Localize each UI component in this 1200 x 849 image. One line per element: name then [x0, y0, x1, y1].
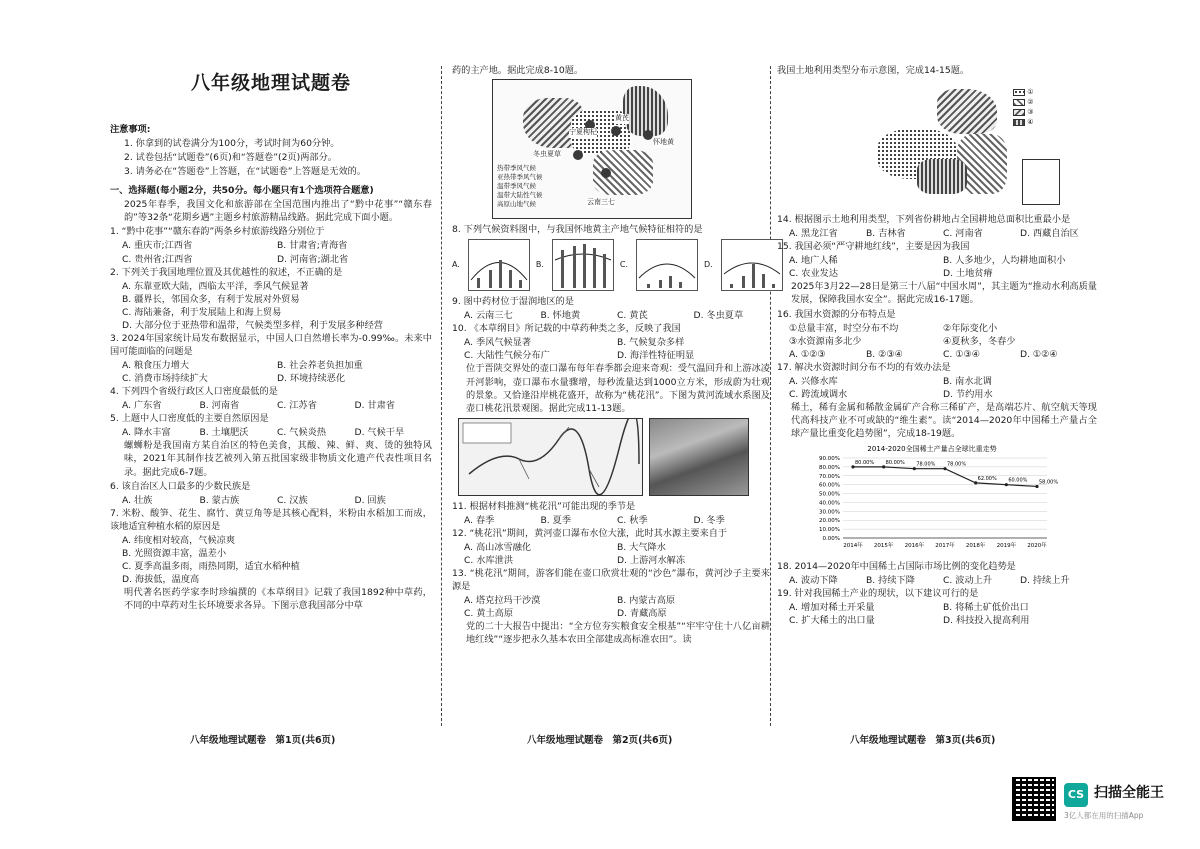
- option: B. 南水北调: [943, 375, 992, 387]
- option: B. 将稀土矿低价出口: [943, 602, 1029, 614]
- option: D. 冬季: [693, 514, 725, 526]
- x-tick-label: 2015年: [873, 543, 894, 550]
- option: A. 重庆市;江西省: [122, 240, 193, 252]
- option: B. 人多地少，人均耕地面积小: [943, 255, 1066, 267]
- page-footer: 八年级地理试题卷 第1页(共6页): [190, 735, 336, 746]
- chart-title: 2014-2020全国稀土产量占全球比重走势: [867, 445, 997, 454]
- option: D. 持续上升: [1020, 575, 1070, 587]
- qr-code-icon: [1012, 777, 1056, 821]
- question-stem: 6. 该自治区人口最多的少数民族是: [110, 480, 251, 492]
- question-stem: 8. 下列气候资料图中，与我国怀地黄主产地气候特征相符的是: [452, 224, 703, 236]
- map-marker: [573, 150, 583, 160]
- option: A. 季风气候显著: [464, 337, 532, 349]
- question-intro: 螺蛳粉是我国南方某自治区的特色美食，其酸、辣、鲜、爽、烫的独特风味，2021年其制作技艺被列入第五批国家级非物质文化遗产代表性项目名录。据此完成6-7题。: [124, 440, 432, 478]
- option: D. 气候干旱: [354, 427, 405, 439]
- option-letter: C.: [619, 260, 629, 270]
- option: D. 回族: [354, 494, 386, 506]
- option-group: [110, 280, 432, 332]
- question-stem: 16. 我国水资源的分布特点是: [777, 308, 896, 320]
- map-region: [917, 159, 967, 194]
- notice-item: 2. 试卷包括“试题卷”(6页)和“答题卷”(2页)两部分。: [124, 152, 337, 164]
- question-intro: 明代著名医药学家李时珍编撰的《本草纲目》记载了我国1892种中草药，不同的中草药对生长环境要求各异。下图示意我国部分中草: [124, 587, 432, 612]
- question-stem: 4. 下列四个省级行政区人口密度最低的是: [110, 386, 278, 398]
- option: B. 蒙古族: [199, 494, 240, 506]
- option: A. 波动下降: [789, 575, 838, 587]
- y-tick-label: 0.00%: [822, 536, 840, 543]
- climate-chart-b: [552, 239, 614, 291]
- option-group: [110, 534, 432, 586]
- south-sea-inset: [1022, 159, 1060, 205]
- scanner-tagline: 3亿人都在用的扫描App: [1064, 811, 1144, 820]
- option: D. 冬虫夏草: [693, 310, 744, 322]
- question-stem: 10. 《本草纲目》所记载的中草药种类之多，反映了我国: [452, 323, 681, 335]
- option: B. 夏季: [540, 514, 572, 526]
- legend-label: ②: [1027, 98, 1034, 107]
- option: C. 波动上升: [943, 575, 993, 587]
- page-title: 八年级地理试题卷: [190, 72, 351, 94]
- option: C. 河南省: [943, 228, 983, 240]
- option: C. 跨流域调水: [789, 388, 848, 400]
- question-stem: 18. 2014—2020年中国稀土占国际市场比例的变化趋势是: [777, 561, 1016, 573]
- notice-heading: 注意事项:: [110, 123, 151, 135]
- statement: ③水资源南多北少: [789, 335, 862, 347]
- x-tick-label: 2018年: [965, 543, 986, 550]
- yellow-river-map: [458, 418, 643, 496]
- option-group: [777, 574, 1097, 587]
- option: B. 甘肃省;青海省: [277, 240, 348, 252]
- question-intro: 党的二十大报告中提出：“全方位夯实粮食安全根基”“牢牢守住十八亿亩耕地红线”“逐步把永久基本农田全部建成高标准农田”。读: [466, 621, 770, 646]
- y-tick-label: 40.00%: [819, 500, 840, 507]
- statement: ②年际变化小: [943, 322, 998, 334]
- option: D. 河南省;湖北省: [277, 253, 349, 265]
- page-1-column: [110, 64, 432, 613]
- option: B. 持续下降: [866, 575, 915, 587]
- y-tick-label: 10.00%: [819, 527, 840, 534]
- question-stem: 5. 上题中人口密度低的主要自然原因是: [110, 413, 269, 425]
- legend-item: 热带季风气候: [497, 164, 536, 173]
- x-tick-label: 2016年: [904, 543, 925, 550]
- option: D. 环境持续恶化: [277, 373, 346, 385]
- statement: ④夏秋多，冬春少: [943, 335, 1016, 347]
- rare-earth-chart: [797, 442, 1097, 558]
- option: A. 广东省: [122, 400, 162, 412]
- page-footer: 八年级地理试题卷 第2页(共6页): [527, 735, 673, 746]
- climate-chart-graphic: [722, 240, 782, 290]
- option: C. 海陆兼备，利于发展陆上和海上贸易: [122, 306, 282, 318]
- legend-item: 温带大陆性气候: [497, 191, 543, 200]
- climate-chart-graphic: [469, 240, 529, 290]
- option: D. 海洋性特征明显: [617, 350, 695, 362]
- legend-item: [1013, 107, 1034, 117]
- legend-item: 亚热带季风气候: [497, 173, 543, 182]
- option: A. 东靠亚欧大陆，西临太平洋，季风气候显著: [122, 280, 309, 292]
- question-stem: 9. 图中药材位于湿润地区的是: [452, 296, 574, 308]
- map-label: 怀地黄: [653, 138, 674, 147]
- option: D. 科技投入提高利用: [943, 615, 1030, 627]
- option: C. 贵州省;江西省: [122, 253, 193, 265]
- option: B. 气候复杂多样: [617, 337, 685, 349]
- option-group: [777, 227, 1097, 240]
- page-2-column: [452, 64, 770, 647]
- legend-item: [1013, 87, 1034, 97]
- question-stem: 12. “桃花汛”期间，黄河壶口瀑布水位大涨，此时其水源主要来自于: [452, 527, 728, 539]
- option: D. 甘肃省: [354, 400, 395, 412]
- climate-chart-graphic: [553, 240, 613, 290]
- statement-group: [777, 322, 1097, 348]
- option: A. 地广人稀: [789, 255, 838, 267]
- question-stem: 17. 解决水资源时间分布不均的有效办法是: [777, 361, 951, 373]
- y-tick-label: 90.00%: [819, 456, 840, 463]
- climate-chart-graphic: [637, 240, 697, 290]
- option: C. 水库泄洪: [464, 554, 514, 566]
- option-group: [777, 601, 1097, 627]
- option: D. ①②④: [1020, 348, 1058, 360]
- scanner-app-name: 扫描全能王: [1094, 785, 1164, 801]
- figure-row: [458, 418, 770, 496]
- map-marker: [643, 130, 653, 140]
- option: B. 河南省: [199, 400, 240, 412]
- y-tick-label: 60.00%: [819, 482, 840, 489]
- option: D. 土地贫瘠: [943, 268, 993, 280]
- option: C. 农业发达: [789, 268, 839, 280]
- option-group: [110, 494, 432, 507]
- y-tick-label: 20.00%: [819, 518, 840, 525]
- map-marker: [611, 126, 621, 136]
- option: C. 大陆性气候分布广: [464, 350, 550, 362]
- statement: ①总量丰富，时空分布不均: [789, 322, 899, 334]
- data-label: 58.00%: [1039, 479, 1059, 486]
- legend-swatch: [1013, 119, 1025, 126]
- climate-chart-c: [636, 239, 698, 291]
- option: B. 光照资源丰富，温差小: [122, 547, 227, 559]
- option: C. 消费市场持续扩大: [122, 373, 208, 385]
- option: C. ①③④: [943, 348, 980, 360]
- option: C. 夏季高温多雨，雨热同期，适宜水稻种植: [122, 560, 300, 572]
- river-map-graphic: [459, 419, 643, 496]
- notice-item: 1. 你拿到的试卷满分为100分，考试时间为60分钟。: [124, 138, 340, 150]
- data-label: 80.00%: [885, 460, 905, 467]
- x-tick-label: 2020年: [1027, 543, 1047, 550]
- question-stem: 1. “黔中花事”“赣东春韵”两条乡村旅游线路分别位于: [110, 226, 325, 238]
- option-group: [452, 336, 770, 362]
- y-tick-label: 50.00%: [819, 491, 840, 498]
- legend-label: ①: [1027, 88, 1034, 97]
- option: B. 疆界长，邻国众多，有利于发展对外贸易: [122, 293, 300, 305]
- y-tick-label: 30.00%: [819, 509, 840, 516]
- option: B. 吉林省: [866, 228, 906, 240]
- option-group: [110, 426, 432, 439]
- page-footer: 八年级地理试题卷 第3页(共6页): [850, 735, 996, 746]
- option: C. 汉族: [277, 494, 308, 506]
- option: C. 秋季: [617, 514, 648, 526]
- question-intro: 稀土，稀有金属和稀散金属矿产合称三稀矿产，是高端芯片、航空航天等现代高科技产业不可或缺的“维生素”。读“2014—2020年中国稀土产量占全球产量比重变化趋势图”，完成18-19题。: [791, 401, 1097, 440]
- question-intro: 我国土地利用类型分布示意图，完成14-15题。: [777, 65, 970, 76]
- option: A. 黑龙江省: [789, 228, 838, 240]
- legend-swatch: [1013, 89, 1025, 96]
- question-stem: 13. “桃花汛”期间，游客们能在壶口欣赏壮观的“沙色”瀑布，黄河沙子主要来源是: [452, 568, 770, 593]
- option: A. ①②③: [789, 348, 826, 360]
- option: A. 增加对稀土开采量: [789, 602, 875, 614]
- option-group: [777, 254, 1097, 280]
- question-stem: 19. 针对我国稀土产业的现状，以下建议可行的是: [777, 588, 979, 600]
- option: A. 降水丰富: [122, 427, 171, 439]
- question-intro: 药的主产地。据此完成8-10题。: [452, 65, 584, 76]
- option-group: [110, 239, 432, 265]
- option-group: [777, 348, 1097, 361]
- option: A. 云南三七: [464, 310, 513, 322]
- section-heading: 一、选择题(每小题2分，共50分。每小题只有1个选项符合题意): [110, 185, 374, 197]
- option: C. 黄芪: [617, 310, 648, 322]
- option: B. 怀地黄: [540, 310, 581, 322]
- option: B. 土壤肥沃: [199, 427, 249, 439]
- option: B. 内蒙古高原: [617, 595, 676, 607]
- column-divider: [441, 66, 442, 726]
- option: C. 扩大稀土的出口量: [789, 615, 875, 627]
- map-label: 冬虫夏草: [533, 150, 561, 159]
- climate-charts: [452, 239, 770, 291]
- climate-chart-d: [721, 239, 783, 291]
- notice-item: 3. 请务必在“答题卷”上答题，在“试题卷”上答题是无效的。: [124, 166, 367, 178]
- land-use-map: [817, 79, 1067, 209]
- option-group: [452, 309, 770, 322]
- question-intro: 2025年3月22—28日是第三十八届“中国水周”，其主题为“推动水利高质量发展，保障我国水安全”。据此完成16-17题。: [791, 281, 1097, 306]
- question-intro: 2025年春季，我国文化和旅游部在全国范围内推出了“黔中花事”“赣东春韵”等32条“花期乡遇”主题乡村旅游精品线路。据此完成下面小题。: [124, 199, 432, 224]
- option: C. 江苏省: [277, 400, 317, 412]
- question-stem: 11. 根据材料推测“桃花汛”可能出现的季节是: [452, 500, 636, 512]
- question-stem: 15. 我国必须“严守耕地红线”，主要是因为我国: [777, 241, 970, 253]
- map-label: 黄芪: [615, 114, 629, 123]
- y-tick-label: 80.00%: [819, 465, 840, 472]
- map-region: [937, 89, 997, 134]
- option: B. 社会养老负担加重: [277, 360, 363, 372]
- question-stem: 7. 米粉、酸笋、花生、腐竹、黄豆角等是其核心配料，米粉由水稻加工而成，该地适宜种植水稻的原因是: [110, 507, 432, 532]
- data-label: 78.00%: [916, 461, 936, 468]
- legend-swatch: [1013, 99, 1025, 106]
- option: D. 上游河水解冻: [617, 554, 686, 566]
- hukou-waterfall-photo: [649, 418, 749, 496]
- data-label: 78.00%: [947, 461, 967, 468]
- camscanner-logo-icon: CS: [1064, 783, 1088, 807]
- option-group: [452, 541, 770, 567]
- option: D. 西藏自治区: [1020, 228, 1079, 240]
- option: B. 大气降水: [617, 541, 666, 553]
- map-region: [623, 86, 668, 136]
- option: A. 壮族: [122, 494, 153, 506]
- herb-map: [492, 79, 692, 219]
- option: D. 海拔低，温度高: [122, 574, 200, 586]
- legend-item: [1013, 117, 1034, 127]
- column-divider: [770, 66, 771, 726]
- option: D. 大部分位于亚热带和温带，气候类型多样，利于发展多种经营: [122, 319, 383, 331]
- legend-label: ④: [1027, 118, 1034, 127]
- question-stem: 14. 根据图示土地利用类型，下列省份耕地占全国耕地总面积比重最小是: [777, 214, 1071, 226]
- option: D. 青藏高原: [617, 608, 667, 620]
- legend-swatch: [1013, 109, 1025, 116]
- scanner-badge: [1012, 777, 1182, 825]
- question-stem: 3. 2024年国家统计局发布数据显示，中国人口自然增长率为-0.99‰。未来中国可能面临的问题是: [110, 332, 432, 357]
- option: D. 节约用水: [943, 388, 993, 400]
- data-label: 60.00%: [1008, 477, 1028, 484]
- legend-item: [1013, 97, 1034, 107]
- option-group: [110, 399, 432, 412]
- option-group: [452, 594, 770, 620]
- map-legend: [1013, 87, 1034, 128]
- question-stem: 2. 下列关于我国地理位置及其优越性的叙述，不正确的是: [110, 266, 343, 278]
- data-label: 62.00%: [977, 476, 997, 483]
- page-3-column: [777, 64, 1097, 628]
- option: B. ②③④: [866, 348, 903, 360]
- option: C. 气候炎热: [277, 427, 327, 439]
- option-letter: A.: [452, 260, 460, 270]
- map-label: 云南三七: [587, 198, 615, 207]
- question-intro: 位于晋陕交界处的壶口瀑布每年春季都会迎来奇观：受气温回升和上游冰凌开河影响，壶口瀑布水量骤增，每秒流量达到1000立方米，形成蔚为壮观的景象。又恰逢沿岸桃花盛开，故称为“桃花汛”。下图为黄河流域水系图及壶口桃花汛景观图。据此完成11-13题。: [466, 363, 770, 414]
- map-legend: [497, 164, 543, 209]
- x-tick-label: 2017年: [935, 543, 955, 550]
- option-group: [777, 375, 1097, 401]
- x-tick-label: 2014年: [843, 543, 863, 550]
- map-label: 宁夏枸杞: [569, 128, 597, 137]
- option: A. 兴修水库: [789, 375, 838, 387]
- legend-item: 高原山地气候: [497, 200, 536, 209]
- legend-item: 温带季风气候: [497, 182, 536, 191]
- option-letter: D.: [704, 260, 713, 270]
- x-tick-label: 2019年: [996, 543, 1017, 550]
- map-marker: [601, 168, 611, 178]
- data-label: 80.00%: [855, 460, 875, 467]
- option-group: [110, 359, 432, 385]
- option: A. 纬度相对较高，气候凉爽: [122, 534, 236, 546]
- option: A. 粮食压力增大: [122, 360, 190, 372]
- option: C. 黄土高原: [464, 608, 514, 620]
- climate-chart-a: [468, 239, 530, 291]
- option: A. 高山冰雪融化: [464, 541, 532, 553]
- rare-earth-chart-svg: [797, 442, 1067, 554]
- option: A. 塔克拉玛干沙漠: [464, 595, 541, 607]
- option-group: [452, 514, 770, 527]
- option-letter: B.: [535, 260, 544, 270]
- y-tick-label: 70.00%: [819, 473, 840, 480]
- option: A. 春季: [464, 514, 495, 526]
- legend-label: ③: [1027, 108, 1034, 117]
